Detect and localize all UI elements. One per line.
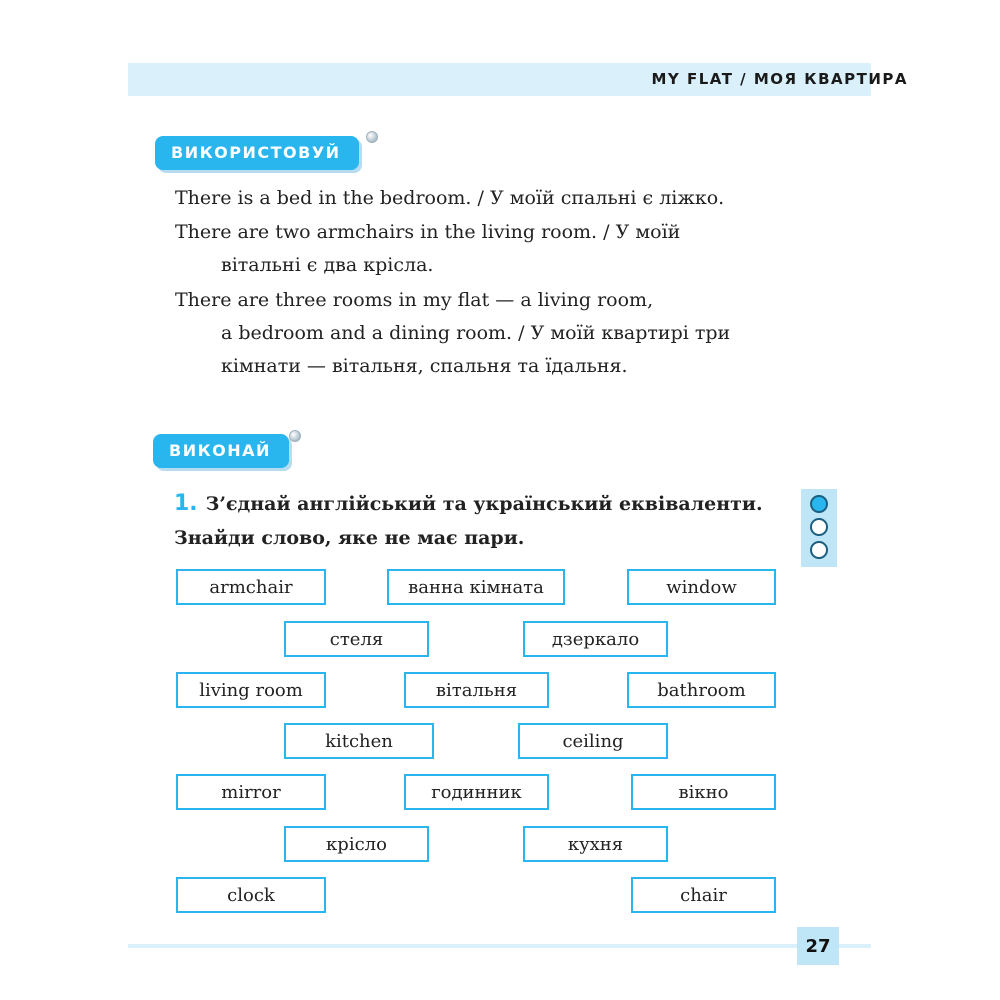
sentence-continuation: a bedroom and a dining room. / У моїй квартирі три [221,322,731,344]
sentence-text: There is a bed in the bedroom. / У моїй спальні є ліжко. [175,187,725,209]
word-card[interactable]: ванна кімната [387,569,565,605]
word-card[interactable]: bathroom [627,672,776,708]
pin-icon [366,131,378,143]
example-sentence-2 [175,216,778,282]
word-card[interactable]: ceiling [518,723,668,759]
word-card[interactable]: clock [176,877,326,913]
word-card[interactable]: вікно [631,774,776,810]
word-card[interactable]: вітальня [404,672,549,708]
word-card[interactable]: годинник [404,774,549,810]
difficulty-indicator [801,489,837,567]
task-number: 1. [174,491,198,516]
pin-icon [289,430,301,442]
word-card[interactable]: armchair [176,569,326,605]
sentence-continuation: вітальні є два крісла. [221,254,434,276]
word-card[interactable]: chair [631,877,776,913]
difficulty-circle-filled-icon [810,495,828,513]
task-text: З’єднай англійський та український еквіваленти. Знайди слово, яке не має пари. [174,493,763,549]
word-card[interactable]: стеля [284,621,429,657]
section-tag-do: ВИКОНАЙ [153,434,289,468]
page-header-title: MY FLAT / МОЯ КВАРТИРА [651,70,908,88]
word-card[interactable]: kitchen [284,723,434,759]
difficulty-circle-empty-icon [810,518,828,536]
footer-line [128,944,871,948]
sentence-continuation: кімнати — вітальня, спальня та їдальня. [221,355,628,377]
example-sentence-3 [175,284,778,383]
section-tag-use: ВИКОРИСТОВУЙ [155,136,359,170]
word-card[interactable]: кухня [523,826,668,862]
sentence-text: There are three rooms in my flat — a living room, [175,289,654,311]
word-card[interactable]: крісло [284,826,429,862]
sentence-text: There are two armchairs in the living room. / У моїй [175,221,681,243]
word-card[interactable]: living room [176,672,326,708]
word-card[interactable]: mirror [176,774,326,810]
example-sentence-1 [175,182,778,215]
page-number: 27 [797,927,839,965]
difficulty-circle-empty-icon [810,541,828,559]
word-card[interactable]: window [627,569,776,605]
task-instruction [174,487,780,555]
word-card[interactable]: дзеркало [523,621,668,657]
